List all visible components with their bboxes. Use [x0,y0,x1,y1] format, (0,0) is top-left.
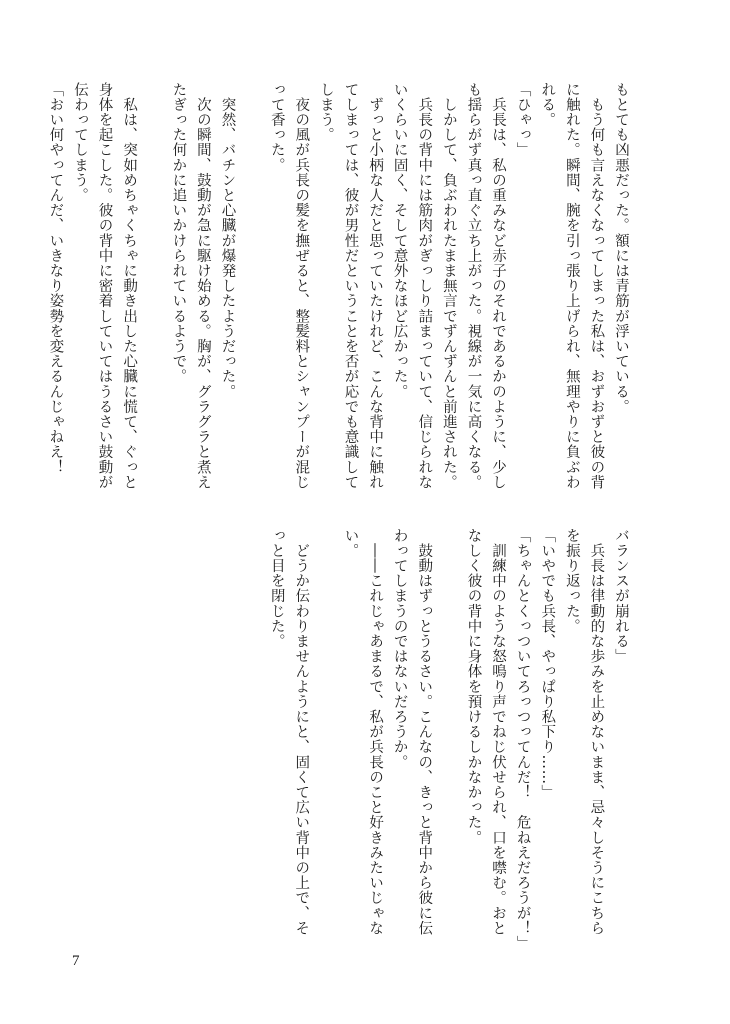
text-line: 次の瞬間、鼓動が急に駆け始める。胸が、グラグラと煮え [194,82,211,490]
text-line: っと目を閉じた。 [268,528,285,649]
text-line: ――これじゃあまるで、私が兵長のこと好きみたいじゃな [367,528,384,936]
text-line: も揺らがず真っ直ぐ立ち上がった。視線が一気に高くなる。 [465,82,482,490]
text-line: 「いやでも兵長、やっぱり私下り……」 [539,528,556,800]
text-line: 兵長は、私の重みなど赤子のそれであるかのように、少し [490,82,507,490]
text-line [240,82,265,512]
text-line: 私は、突如めちゃくちゃに動き出した心臓に慌て、ぐっと [121,82,138,490]
text-line: 「ちゃんとくっついてろっつってんだ！ 危ねえだろうが！」 [514,528,531,951]
text-line: 伝わってしまう。 [71,82,88,203]
text-line: なしく彼の背中に身体を預けるしかなかった。 [465,528,482,846]
text-line: に触れた。瞬間、腕を引っ張り上げられ、無理やりに負ぶわ [563,82,580,490]
text-line [141,82,166,512]
text-line: って香った。 [268,82,285,173]
text-line: 「おい何やってんだ、いきなり姿勢を変えるんじゃねえ！ [47,82,64,475]
main-text-upper [43,82,633,512]
text-line: い。 [342,528,359,559]
text-line: もとても凶悪だった。額には青筋が浮いている。 [613,82,629,415]
text-line: 兵長の背中には筋肉がぎっしり詰まっていて、信じられな [416,82,433,490]
text-line [313,528,338,958]
main-text-lower [264,528,633,958]
text-line: たぎった何かに追いかけられているようで。 [170,82,187,384]
text-line: 身体を起こした。彼の背中に密着していてはうるさい鼓動が [96,82,113,490]
text-line: れる。 [539,82,556,128]
text-line: しかして、負ぶわれたまま無言でずんずんと前進された。 [440,82,457,490]
text-line: 鼓動はずっとうるさい。こんなの、きっと背中から彼に伝 [416,528,433,936]
text-line: 突然、バチンと心臓が爆発したようだった。 [219,82,236,400]
text-line: もう何も言えなくなってしまった私は、おずおずと彼の背 [588,82,605,490]
text-line: ずっと小柄な人だと思っていたけれど、こんな背中に触れ [367,82,384,490]
text-line [436,528,461,958]
text-line: 訓練中のような怒鳴り声でねじ伏せられ、口を噤む。おと [490,528,507,936]
text-line: を振り返った。 [563,528,580,634]
text-line: いくらいに固く、そして意外なほど広かった。 [391,82,408,400]
text-line: てしまっては、彼が男性だということを否が応でも意識して [342,82,359,490]
text-line: 兵長は律動的な歩みを止めないまま、忌々しそうにこちら [588,528,605,936]
page-number: 7 [72,953,80,969]
text-line: 夜の風が兵長の髪を撫ぜると、整髪料とシャンプーが混じ [293,82,310,490]
text-line: わってしまうのではないだろうか。 [391,528,408,770]
text-line: しまう。 [317,82,334,143]
text-line: 「ひゃっ」 [514,82,531,158]
text-line: どうか伝わりませんようにと、固くて広い背中の上で、そ [293,528,310,936]
text-line: バランスが崩れる」 [613,528,629,664]
